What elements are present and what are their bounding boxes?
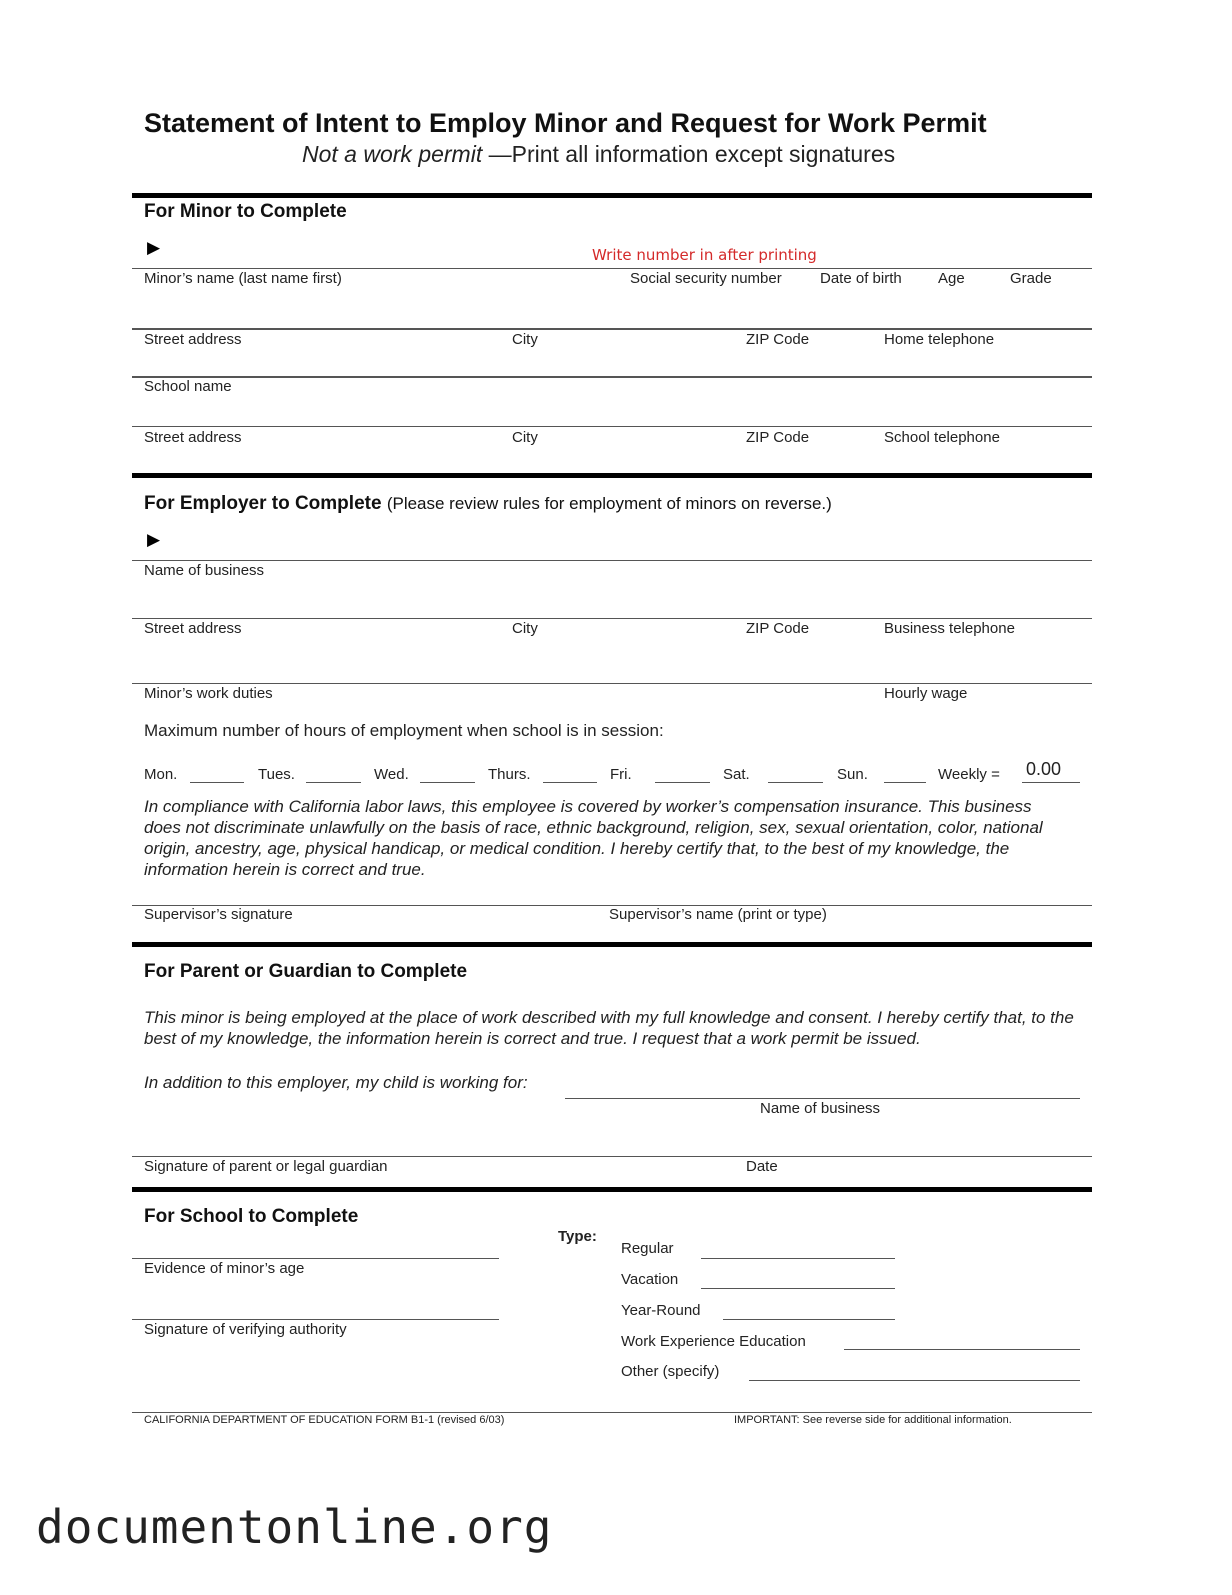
ssn-label: Social security number: [630, 270, 782, 287]
employer-heading-text: For Employer to Complete: [144, 493, 382, 514]
school-name-line[interactable]: [132, 376, 1092, 378]
school-tel-label: School telephone: [884, 429, 1000, 446]
type-other-label: Other (specify): [621, 1363, 720, 1380]
form-id: CALIFORNIA DEPARTMENT OF EDUCATION FORM B1-1 (revised 6/03): [144, 1414, 505, 1426]
hours-thu-label: Thurs.: [488, 766, 531, 783]
evidence-line[interactable]: [132, 1258, 499, 1259]
hours-fri-label: Fri.: [610, 766, 632, 783]
school-address-line[interactable]: [132, 426, 1092, 427]
arrow-right-icon: ▶: [147, 238, 161, 257]
footer-rule: [132, 1412, 1092, 1413]
minor-street-label: Street address: [144, 331, 242, 348]
business-address-line[interactable]: [132, 618, 1092, 619]
max-hours-label: Maximum number of hours of employment when school is in session:: [144, 721, 664, 740]
ssn-note: Write number in after printing: [592, 246, 817, 264]
hours-thu-field[interactable]: [543, 782, 597, 783]
type-label: Type:: [558, 1228, 597, 1245]
minor-section-heading: For Minor to Complete: [144, 201, 347, 222]
form-subtitle: [302, 141, 895, 168]
evidence-label: Evidence of minor’s age: [144, 1260, 305, 1277]
type-wee-label: Work Experience Education: [621, 1333, 806, 1350]
hours-sat-label: Sat.: [723, 766, 750, 783]
subtitle-rest: —Print all information except signatures: [482, 141, 896, 167]
school-section-heading: For School to Complete: [144, 1206, 359, 1227]
compliance-statement: In compliance with California labor laws, this employee is covered by worker’s compensation insurance. This business does not discriminate unlawfully on the basis of race, ethnic background, religion, sex, sexual orientation, color, national origin, ancestry, age, physical handicap, or medical condition. I hereby certify that, to the best of my knowledge, the information herein is correct and true.: [144, 797, 1043, 879]
hours-sun-field[interactable]: [884, 782, 926, 783]
minor-name-label: Minor’s name (last name first): [144, 270, 342, 287]
type-regular-field[interactable]: [701, 1258, 895, 1259]
hours-sat-field[interactable]: [768, 782, 823, 783]
minor-city-label: City: [512, 331, 538, 348]
arrow-right-icon: ▶: [147, 530, 161, 549]
subtitle-italic: Not a work permit: [302, 141, 483, 167]
hours-mon-field[interactable]: [190, 782, 244, 783]
school-city-label: City: [512, 429, 538, 446]
form-title: Statement of Intent to Employ Minor and Request for Work Permit: [144, 108, 987, 138]
watermark: documentonline.org: [36, 1500, 553, 1554]
other-business-field[interactable]: [565, 1098, 1080, 1099]
type-wee-field[interactable]: [844, 1349, 1080, 1350]
hours-tue-field[interactable]: [306, 782, 361, 783]
other-business-label: Name of business: [760, 1100, 881, 1117]
verifying-label: Signature of verifying authority: [144, 1321, 347, 1338]
type-other-field[interactable]: [749, 1380, 1080, 1381]
type-regular-label: Regular: [621, 1240, 674, 1257]
business-street-label: Street address: [144, 620, 242, 637]
section-divider: [132, 473, 1092, 478]
hours-wed-label: Wed.: [374, 766, 409, 783]
type-vacation-field[interactable]: [701, 1288, 895, 1289]
supervisor-name-label: Supervisor’s name (print or type): [609, 906, 827, 923]
parent-signature-label: Signature of parent or legal guardian: [144, 1158, 388, 1175]
age-label: Age: [938, 270, 965, 287]
minor-zip-label: ZIP Code: [746, 331, 810, 348]
grade-label: Grade: [1010, 270, 1052, 287]
school-street-label: Street address: [144, 429, 242, 446]
parent-section-heading: For Parent or Guardian to Complete: [144, 961, 468, 982]
work-duties-label: Minor’s work duties: [144, 685, 273, 702]
dob-label: Date of birth: [820, 270, 902, 287]
hours-tue-label: Tues.: [258, 766, 295, 783]
business-name-label: Name of business: [144, 562, 265, 579]
hours-mon-label: Mon.: [144, 766, 178, 783]
supervisor-signature-label: Supervisor’s signature: [144, 906, 293, 923]
hours-sun-label: Sun.: [837, 766, 868, 783]
work-duties-line[interactable]: [132, 683, 1092, 684]
hours-weekly-label: Weekly =: [938, 766, 1000, 783]
section-divider: [132, 1187, 1092, 1192]
type-vacation-label: Vacation: [621, 1271, 679, 1288]
employer-section-heading: [144, 493, 832, 515]
hours-wed-field[interactable]: [420, 782, 475, 783]
important-note: IMPORTANT: See reverse side for additional information.: [734, 1414, 1012, 1426]
employer-note: (Please review rules for employment of minors on reverse.): [386, 494, 832, 513]
section-divider: [132, 193, 1092, 198]
school-zip-label: ZIP Code: [746, 429, 810, 446]
hours-fri-field[interactable]: [655, 782, 710, 783]
school-name-label: School name: [144, 378, 232, 395]
type-year-round-label: Year-Round: [621, 1302, 701, 1319]
verifying-line[interactable]: [132, 1319, 499, 1320]
business-city-label: City: [512, 620, 538, 637]
minor-address-line[interactable]: [132, 328, 1092, 330]
business-name-line[interactable]: [132, 560, 1092, 561]
consent-statement: This minor is being employed at the place of work described with my full knowledge and consent. I hereby certify that, to the best of my knowledge, the information herein is correct and true. I request that a work permit be issued.: [144, 1008, 1074, 1048]
addition-statement: In addition to this employer, my child is working for:: [144, 1073, 528, 1092]
type-year-round-field[interactable]: [723, 1319, 895, 1320]
section-divider: [132, 942, 1092, 947]
business-zip-label: ZIP Code: [746, 620, 810, 637]
home-tel-label: Home telephone: [884, 331, 995, 348]
weekly-total-value: 0.00: [1026, 759, 1062, 779]
weekly-total-field[interactable]: [1022, 782, 1080, 783]
parent-signature-line[interactable]: [132, 1156, 1092, 1157]
minor-name-line[interactable]: [132, 268, 1092, 269]
business-tel-label: Business telephone: [884, 620, 1015, 637]
hourly-wage-label: Hourly wage: [884, 685, 968, 702]
parent-date-label: Date: [746, 1158, 778, 1175]
